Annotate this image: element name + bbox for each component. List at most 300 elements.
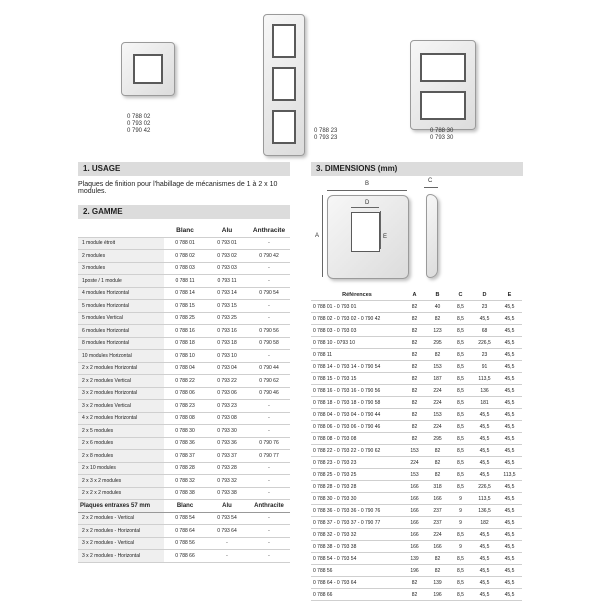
dims-cell-value: 45,5 — [472, 433, 497, 445]
gamme-row — [78, 375, 290, 388]
gamme-cell-ref: - — [248, 537, 290, 550]
dims-col-d: D — [472, 289, 497, 301]
product-image-2-modules — [121, 42, 175, 96]
gamme-cell-ref: 0 793 25 — [206, 312, 248, 325]
dim-c-line — [424, 187, 438, 188]
dims-cell-value: 45,5 — [472, 577, 497, 589]
dims-cell-value: 45,5 — [472, 445, 497, 457]
gamme-cell-ref: - — [248, 525, 290, 538]
dims-cell-value: 9 — [449, 517, 472, 529]
dim-d-line — [351, 207, 379, 208]
dims-cell-value: 82 — [403, 301, 426, 313]
dims-cell-reference: 0 788 15 - 0 793 15 — [311, 373, 403, 385]
gamme-cell-ref: 0 793 02 — [206, 250, 248, 263]
dimensions-row — [311, 517, 522, 529]
dims-cell-value: 40 — [426, 301, 449, 313]
dims-col-c: C — [449, 289, 472, 301]
dims-cell-value: 82 — [426, 565, 449, 577]
dims-cell-reference: 0 788 18 - 0 793 18 - 0 790 58 — [311, 397, 403, 409]
dims-cell-value: 8,5 — [449, 457, 472, 469]
gamme-row — [78, 350, 290, 363]
dims-cell-value: 226,5 — [472, 337, 497, 349]
gamme-cell-ref: 0 788 66 — [164, 550, 206, 563]
dims-cell-value: 166 — [403, 481, 426, 493]
dimensions-row — [311, 349, 522, 361]
dims-cell-value: 8,5 — [449, 349, 472, 361]
dims-col-b: B — [426, 289, 449, 301]
product-refs-2: 0 788 23 0 793 23 — [314, 128, 338, 141]
dims-cell-value: 237 — [426, 505, 449, 517]
gamme-cell-ref: 0 788 30 — [164, 425, 206, 438]
gamme-row — [78, 250, 290, 263]
gamme-cell-ref: - — [206, 537, 248, 550]
dims-cell-value: 23 — [472, 301, 497, 313]
dimensions-row — [311, 589, 522, 601]
gamme-cell-ref: 0 788 06 — [164, 387, 206, 400]
gamme-cell-ref: - — [248, 400, 290, 413]
gamme-cell-ref: 0 788 25 — [164, 312, 206, 325]
dims-cell-value: 23 — [472, 349, 497, 361]
dim-b-line — [327, 190, 407, 191]
dims-cell-value: 8,5 — [449, 469, 472, 481]
dims-cell-reference: 0 788 30 - 0 793 30 — [311, 493, 403, 505]
dims-cell-value: 45,5 — [497, 313, 522, 325]
gamme-cell-ref: 0 788 28 — [164, 462, 206, 475]
dims-cell-value: 82 — [403, 397, 426, 409]
gamme-cell-label: 3 modules — [78, 262, 164, 275]
gamme-row — [78, 412, 290, 425]
gamme-cell-ref: 0 790 58 — [248, 337, 290, 350]
gamme-cell-label: 4 x 2 modules Horizontal — [78, 412, 164, 425]
dims-cell-reference: 0 788 22 - 0 793 22 - 0 790 62 — [311, 445, 403, 457]
dims-cell-value: 45,5 — [497, 349, 522, 361]
gamme-cell-label: 1poste / 1 module — [78, 275, 164, 288]
gamme-cell-ref: 0 788 02 — [164, 250, 206, 263]
gamme-cell-label: 2 x 2 modules - Horizontal — [78, 525, 164, 538]
dims-cell-reference: 0 788 66 — [311, 589, 403, 601]
dims-cell-value: 295 — [426, 433, 449, 445]
dims-cell-value: 82 — [403, 349, 426, 361]
dimensions-row — [311, 493, 522, 505]
gamme-cell-ref: 0 788 22 — [164, 375, 206, 388]
dims-cell-value: 153 — [426, 361, 449, 373]
dims-cell-value: 45,5 — [497, 565, 522, 577]
gamme-cell-ref: 0 788 36 — [164, 437, 206, 450]
gamme-cell-label: 6 modules Horizontal — [78, 325, 164, 338]
dims-cell-value: 226,5 — [472, 481, 497, 493]
dims-cell-value: 82 — [426, 469, 449, 481]
dims-cell-value: 166 — [403, 493, 426, 505]
dims-cell-value: 45,5 — [497, 397, 522, 409]
gamme-cell-ref: 0 793 22 — [206, 375, 248, 388]
dim-b-label: B — [365, 181, 370, 187]
dims-col-e: E — [497, 289, 522, 301]
gamme-cell-label: 2 modules — [78, 250, 164, 263]
dims-cell-value: 45,5 — [497, 577, 522, 589]
dimensions-row — [311, 325, 522, 337]
gamme-row — [78, 287, 290, 300]
gamme-cell-ref: 0 793 64 — [206, 525, 248, 538]
dims-cell-reference: 0 788 02 - 0 793 02 - 0 790 42 — [311, 313, 403, 325]
gamme-cell-ref: 0 790 42 — [248, 250, 290, 263]
dims-cell-reference: 0 788 16 - 0 793 16 - 0 790 56 — [311, 385, 403, 397]
dims-cell-value: 139 — [403, 553, 426, 565]
gamme-row — [78, 550, 290, 563]
gamme-table — [78, 225, 290, 563]
gamme-cell-label: 3 x 2 modules - Horizontal — [78, 550, 164, 563]
dims-cell-reference: 0 788 37 - 0 793 37 - 0 790 77 — [311, 517, 403, 529]
gamme-cell-ref: 0 793 14 — [206, 287, 248, 300]
dimensions-row — [311, 373, 522, 385]
dims-cell-value: 82 — [403, 589, 426, 601]
gamme-cell-ref: 0 793 38 — [206, 487, 248, 500]
dimensions-row — [311, 337, 522, 349]
gamme-cell-ref: - — [248, 237, 290, 250]
gamme-row — [78, 312, 290, 325]
gamme-cell-ref: 0 788 04 — [164, 362, 206, 375]
gamme-cell-ref: - — [248, 275, 290, 288]
gamme-cell-ref: 0 793 37 — [206, 450, 248, 463]
dims-cell-reference: 0 788 03 - 0 793 03 — [311, 325, 403, 337]
gamme-cell-ref: 0 793 04 — [206, 362, 248, 375]
gamme-cell-ref: - — [248, 550, 290, 563]
dimensions-row — [311, 409, 522, 421]
dimensions-row — [311, 385, 522, 397]
gamme-subheader-row — [78, 500, 290, 513]
gamme-cell-ref: 0 788 32 — [164, 475, 206, 488]
dimension-diagram-side — [426, 194, 438, 278]
gamme-col-blanc: Blanc — [164, 225, 206, 237]
dimensions-row — [311, 481, 522, 493]
gamme-cell-ref: 0 793 18 — [206, 337, 248, 350]
gamme-cell-ref: 0 788 08 — [164, 412, 206, 425]
gamme-cell-ref: 0 790 56 — [248, 325, 290, 338]
dims-cell-value: 82 — [403, 373, 426, 385]
dims-cell-value: 82 — [403, 421, 426, 433]
product-refs-1: 0 788 02 0 793 02 0 790 42 — [127, 114, 151, 134]
dims-cell-value: 45,5 — [497, 373, 522, 385]
gamme-cell-ref: 0 788 03 — [164, 262, 206, 275]
gamme-cell-ref: 0 793 10 — [206, 350, 248, 363]
dims-cell-value: 82 — [403, 361, 426, 373]
usage-text: Plaques de finition pour l'habillage de mécanismes de 1 à 2 x 10 modules. — [78, 181, 278, 195]
dims-cell-value: 82 — [403, 313, 426, 325]
dims-cell-reference: 0 788 56 — [311, 565, 403, 577]
dims-cell-value: 45,5 — [497, 517, 522, 529]
dims-cell-reference: 0 788 32 - 0 793 32 — [311, 529, 403, 541]
gamme-cell-ref: 0 788 15 — [164, 300, 206, 313]
gamme-cell-ref: 0 790 46 — [248, 387, 290, 400]
dims-cell-reference: 0 788 08 - 0 793 08 — [311, 433, 403, 445]
gamme-cell-ref: 0 790 76 — [248, 437, 290, 450]
dims-cell-value: 9 — [449, 493, 472, 505]
dims-cell-value: 82 — [403, 577, 426, 589]
gamme-cell-ref: 0 788 54 — [164, 512, 206, 525]
gamme-cell-label: 3 x 2 modules Horizontal — [78, 387, 164, 400]
dims-cell-value: 224 — [426, 385, 449, 397]
gamme-cell-ref: 0 790 77 — [248, 450, 290, 463]
gamme-cell-ref: 0 793 08 — [206, 412, 248, 425]
gamme-cell-ref: 0 788 38 — [164, 487, 206, 500]
dims-cell-reference: 0 788 54 - 0 793 54 — [311, 553, 403, 565]
dimensions-row — [311, 445, 522, 457]
dims-cell-value: 153 — [403, 445, 426, 457]
gamme-row — [78, 512, 290, 525]
product-image-3x2-vertical — [263, 14, 305, 156]
gamme-cell-ref: Blanc — [164, 500, 206, 513]
gamme-cell-ref: 0 790 62 — [248, 375, 290, 388]
dims-cell-reference: 0 788 10 - 0793 10 — [311, 337, 403, 349]
gamme-cell-label: 8 modules Horizontal — [78, 337, 164, 350]
dims-cell-value: 45,5 — [497, 301, 522, 313]
gamme-cell-ref: - — [248, 412, 290, 425]
dimensions-row — [311, 313, 522, 325]
dims-cell-value: 8,5 — [449, 529, 472, 541]
gamme-row — [78, 400, 290, 413]
dimensions-row — [311, 433, 522, 445]
dims-cell-value: 82 — [403, 433, 426, 445]
dims-cell-value: 166 — [403, 505, 426, 517]
gamme-cell-ref: 0 788 11 — [164, 275, 206, 288]
dims-cell-value: 8,5 — [449, 481, 472, 493]
gamme-row — [78, 237, 290, 250]
dims-col-references: Références — [311, 289, 403, 301]
gamme-cell-ref: 0 793 54 — [206, 512, 248, 525]
dims-cell-value: 45,5 — [497, 433, 522, 445]
dimensions-header-row — [311, 289, 522, 301]
dims-cell-value: 45,5 — [472, 457, 497, 469]
dims-cell-value: 82 — [403, 325, 426, 337]
dims-cell-value: 224 — [426, 421, 449, 433]
dims-cell-value: 153 — [403, 469, 426, 481]
gamme-cell-ref: 0 788 01 — [164, 237, 206, 250]
dim-c-label: C — [428, 178, 433, 184]
dimensions-row — [311, 577, 522, 589]
dims-cell-value: 8,5 — [449, 301, 472, 313]
dims-cell-value: 237 — [426, 517, 449, 529]
gamme-cell-ref: 0 788 64 — [164, 525, 206, 538]
dims-cell-value: 139 — [426, 577, 449, 589]
gamme-row — [78, 275, 290, 288]
dims-cell-reference: 0 788 38 - 0 793 38 — [311, 541, 403, 553]
gamme-cell-ref: 0 793 23 — [206, 400, 248, 413]
dims-cell-value: 82 — [426, 457, 449, 469]
dims-cell-value: 113,5 — [472, 373, 497, 385]
dims-cell-value: 82 — [403, 409, 426, 421]
dimensions-row — [311, 469, 522, 481]
gamme-cell-ref: - — [248, 425, 290, 438]
dim-a-label: A — [315, 233, 320, 239]
gamme-cell-label: 2 x 5 modules — [78, 425, 164, 438]
gamme-header-row — [78, 225, 290, 237]
dims-cell-value: 45,5 — [497, 481, 522, 493]
dimensions-header: 3. DIMENSIONS (mm) — [311, 162, 523, 176]
dims-cell-value: 45,5 — [497, 421, 522, 433]
dims-cell-value: 166 — [403, 517, 426, 529]
gamme-cell-label: 2 x 2 modules Horizontal — [78, 362, 164, 375]
dims-cell-value: 123 — [426, 325, 449, 337]
dims-cell-value: 8,5 — [449, 565, 472, 577]
gamme-cell-ref: 0 793 03 — [206, 262, 248, 275]
gamme-cell-ref: 0 788 14 — [164, 287, 206, 300]
gamme-row — [78, 475, 290, 488]
gamme-cell-ref: 0 788 23 — [164, 400, 206, 413]
gamme-row — [78, 300, 290, 313]
dims-cell-value: 181 — [472, 397, 497, 409]
dimensions-row — [311, 565, 522, 577]
dims-cell-value: 45,5 — [472, 553, 497, 565]
gamme-cell-ref: 0 793 28 — [206, 462, 248, 475]
dims-cell-value: 45,5 — [472, 421, 497, 433]
gamme-cell-label: 5 modules Vertical — [78, 312, 164, 325]
dims-cell-reference: 0 788 06 - 0 793 06 - 0 790 46 — [311, 421, 403, 433]
gamme-cell-ref: - — [248, 300, 290, 313]
dims-cell-value: 8,5 — [449, 553, 472, 565]
gamme-cell-ref: 0 793 11 — [206, 275, 248, 288]
gamme-row — [78, 387, 290, 400]
dims-cell-reference: 0 788 28 - 0 793 28 — [311, 481, 403, 493]
dims-cell-value: 45,5 — [472, 565, 497, 577]
gamme-row — [78, 487, 290, 500]
dimensions-row — [311, 361, 522, 373]
gamme-cell-ref: 0 790 44 — [248, 362, 290, 375]
dims-cell-value: 166 — [426, 541, 449, 553]
gamme-row — [78, 437, 290, 450]
gamme-cell-ref: - — [248, 262, 290, 275]
gamme-cell-ref: 0 788 37 — [164, 450, 206, 463]
dims-cell-value: 9 — [449, 505, 472, 517]
gamme-cell-label: 10 modules Horizontal — [78, 350, 164, 363]
gamme-cell-label: 2 x 2 modules Vertical — [78, 375, 164, 388]
gamme-row — [78, 362, 290, 375]
dims-cell-value: 166 — [426, 493, 449, 505]
gamme-cell-ref: Anthracite — [248, 500, 290, 513]
dims-cell-value: 8,5 — [449, 337, 472, 349]
dims-cell-value: 82 — [403, 337, 426, 349]
dims-cell-value: 166 — [403, 541, 426, 553]
dims-cell-value: 45,5 — [497, 409, 522, 421]
gamme-cell-ref: - — [248, 512, 290, 525]
gamme-cell-ref: 0 793 32 — [206, 475, 248, 488]
dims-cell-value: 45,5 — [497, 337, 522, 349]
gamme-row — [78, 462, 290, 475]
dims-cell-value: 8,5 — [449, 409, 472, 421]
dim-d-label: D — [365, 200, 370, 206]
dims-cell-value: 8,5 — [449, 385, 472, 397]
dims-cell-value: 187 — [426, 373, 449, 385]
dims-cell-value: 113,5 — [472, 493, 497, 505]
dims-cell-reference: 0 788 36 - 0 793 36 - 0 790 76 — [311, 505, 403, 517]
dims-cell-value: 45,5 — [497, 529, 522, 541]
gamme-cell-ref: 0 788 18 — [164, 337, 206, 350]
dims-cell-value: 8,5 — [449, 373, 472, 385]
gamme-cell-ref: - — [206, 550, 248, 563]
product-refs-3: 0 788 30 0 793 30 — [430, 128, 454, 141]
dims-cell-value: 8,5 — [449, 361, 472, 373]
dims-cell-value: 295 — [426, 337, 449, 349]
gamme-row — [78, 337, 290, 350]
dims-cell-value: 8,5 — [449, 445, 472, 457]
gamme-cell-ref: - — [248, 350, 290, 363]
gamme-cell-label: 4 modules Horizontal — [78, 287, 164, 300]
dims-cell-value: 182 — [472, 517, 497, 529]
dim-a-line — [322, 195, 323, 277]
dims-cell-value: 224 — [426, 529, 449, 541]
gamme-row — [78, 325, 290, 338]
dims-cell-value: 68 — [472, 325, 497, 337]
dim-e-label: E — [383, 234, 388, 240]
dims-cell-value: 45,5 — [472, 469, 497, 481]
dimensions-row — [311, 397, 522, 409]
gamme-col-anthracite: Anthracite — [248, 225, 290, 237]
dims-cell-value: 8,5 — [449, 421, 472, 433]
dims-cell-value: 113,5 — [497, 469, 522, 481]
dims-cell-reference: 0 788 04 - 0 793 04 - 0 790 44 — [311, 409, 403, 421]
product-image-2x5-modules — [410, 40, 476, 130]
dims-cell-value: 91 — [472, 361, 497, 373]
dims-cell-value: 45,5 — [497, 445, 522, 457]
dims-cell-value: 8,5 — [449, 397, 472, 409]
gamme-row — [78, 537, 290, 550]
dims-cell-reference: 0 788 25 - 0 793 25 — [311, 469, 403, 481]
dims-cell-value: 196 — [426, 589, 449, 601]
dims-cell-value: 82 — [403, 385, 426, 397]
dimensions-table — [311, 289, 522, 601]
dims-cell-value: 166 — [403, 529, 426, 541]
dimensions-row — [311, 301, 522, 313]
gamme-cell-ref: - — [248, 487, 290, 500]
dimensions-row — [311, 529, 522, 541]
gamme-cell-label: 2 x 3 x 2 modules — [78, 475, 164, 488]
dims-cell-value: 224 — [426, 397, 449, 409]
dims-cell-value: 45,5 — [497, 457, 522, 469]
dims-cell-value: 8,5 — [449, 589, 472, 601]
dims-cell-reference: 0 788 01 - 0 793 01 — [311, 301, 403, 313]
gamme-row — [78, 262, 290, 275]
gamme-cell-ref: 0 793 01 — [206, 237, 248, 250]
gamme-row — [78, 525, 290, 538]
dims-cell-value: 45,5 — [497, 361, 522, 373]
usage-header: 1. USAGE — [78, 162, 290, 176]
gamme-cell-label: 3 x 2 modules Vertical — [78, 400, 164, 413]
gamme-cell-label: 2 x 2 x 2 modules — [78, 487, 164, 500]
dims-cell-value: 45,5 — [497, 325, 522, 337]
gamme-cell-ref: 0 793 36 — [206, 437, 248, 450]
gamme-cell-label: 1 module étroit — [78, 237, 164, 250]
dims-cell-value: 196 — [403, 565, 426, 577]
dims-cell-value: 45,5 — [497, 589, 522, 601]
dims-cell-value: 45,5 — [497, 493, 522, 505]
dimensions-row — [311, 457, 522, 469]
gamme-cell-label: Plaques entraxes 57 mm — [78, 500, 164, 513]
gamme-col-alu: Alu — [206, 225, 248, 237]
dims-cell-value: 9 — [449, 541, 472, 553]
dims-cell-value: 8,5 — [449, 313, 472, 325]
gamme-cell-ref: 0 788 10 — [164, 350, 206, 363]
dims-cell-value: 82 — [426, 313, 449, 325]
gamme-cell-ref: - — [248, 475, 290, 488]
dimensions-row — [311, 541, 522, 553]
gamme-cell-ref: 0 788 16 — [164, 325, 206, 338]
gamme-header: 2. GAMME — [78, 205, 290, 219]
dims-cell-value: 45,5 — [472, 541, 497, 553]
gamme-cell-label: 2 x 6 modules — [78, 437, 164, 450]
gamme-col-label — [78, 225, 164, 237]
gamme-cell-ref: - — [248, 312, 290, 325]
gamme-row — [78, 425, 290, 438]
dims-cell-value: 8,5 — [449, 325, 472, 337]
gamme-cell-ref: 0 793 06 — [206, 387, 248, 400]
